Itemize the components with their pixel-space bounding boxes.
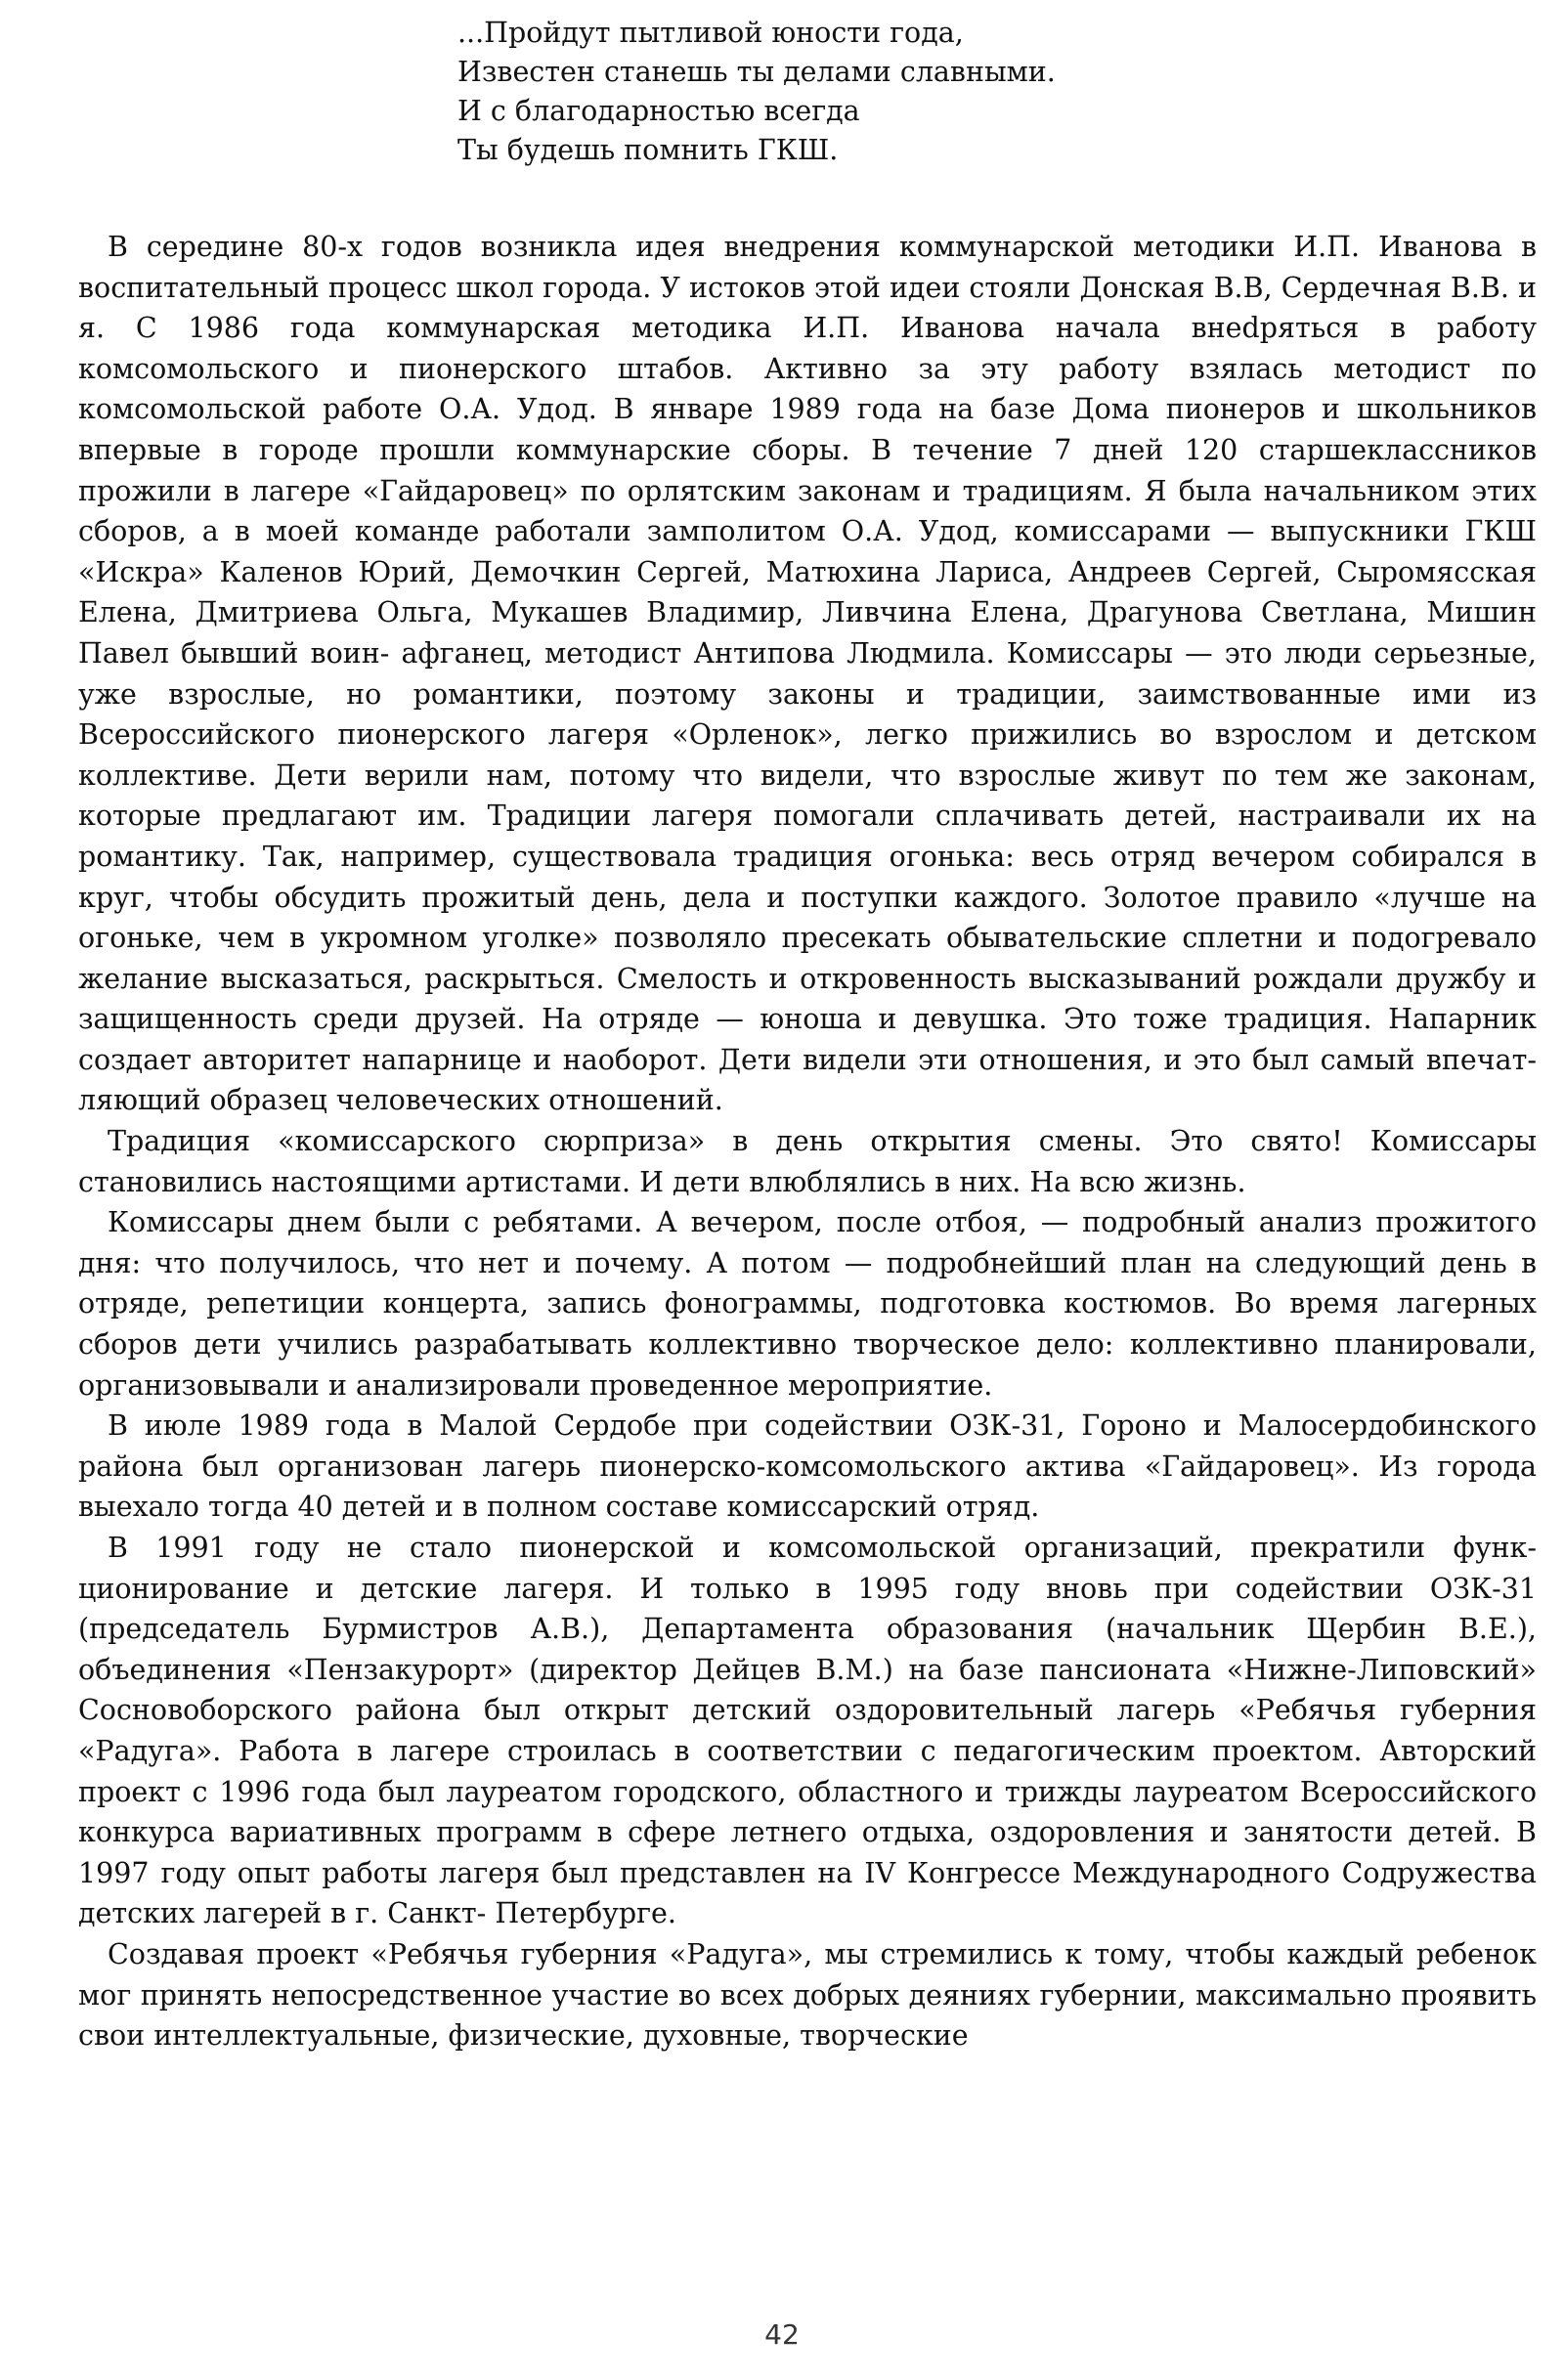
paragraph: Традиция «комиссарского сюрприза» в день открытия смены. Это свято! Комиссары становились настоящими артистами. И дети влюблялись в них. На всю жизнь. — [78, 1125, 1537, 1198]
paragraph: В середине 80-х годов возникла идея внедрения коммунарской методики И.П. Иванова в воспитательный процесс школ города. У истоков этой идеи стояли Донская В.В, Сердечная В.В. и я. С 1986 года коммунарская методика И.П. Иванова начала внеdряться в работу комсомольского и пионерского штабов. Активно за эту работу взялась методист по комсомольской работе О.А. Удод. В январе 1989 года на базе Дома пионеров и школьников впервые в городе прошли коммунарские сборы. В течение 7 дней 120 старшеклассников прожили в лагере «Гайдаровец» по орлятским законам и традициям. Я была начальником этих сборов, а в моей команде работали замполитом О.А. Удод, комиссарами — выпускники ГКШ «Искра» Каленов Юрий, Демочкин Сергей, Матюхина Лариса, Андреев Сергей, Сыромясская Елена, Дмитриева Ольга, Мукашев Владимир, Ливчина Елена, Драгунова Светлана, Мишин Павел бывший воин- афганец, методист Антипова Людмила. Комиссары — это люди серьезные, уже взрослые, но романтики, поэтому законы и традиции, заимствованные ими из Всероссийского пионерского лагеря «Орленок», легко прижились во взрослом и детском коллективе. Дети верили нам, потому что видели, что взрослые живут по тем же законам, которые предлагают им. Традиции лагеря помогали сплачивать детей, настраивали их на романтику. Так, например, существовала традиция огонька: весь отряд вечером собирался в круг, чтобы обсудить прожитый день, дела и поступки каждого. Золотое правило «лучше на огоньке, чем в укромном уголке» позволяло пресекать обывательские сплетни и подогревало желание высказаться, раскрыться. Смелость и откровенность высказываний рождали дружбу и защищенность среди друзей. На отряде — юноша и девушка. Это тоже традиция. Напарник создает авторитет напарнице и наоборот. Дети видели эти отношения, и это был самый впечатляющий образец человеческих отношений. — [78, 231, 1537, 1117]
page-number: 42 — [764, 2318, 800, 2351]
poem-line: Ты будешь помнить ГКШ. — [457, 134, 839, 166]
paragraph: В июле 1989 года в Малой Сердобе при содействии ОЗК-31, Гороно и Малосердобинского района был организован лагерь пионерско-комсомольского актива «Гайдаровец». Из города выехало тогда 40 детей и в полном составе комиссарский отряд. — [78, 1409, 1537, 1524]
body-text — [78, 227, 1537, 2056]
paragraph: Комиссары днем были с ребятами. А вечером, после отбоя, — подробный анализ прожитого дня: что получилось, что нет и почему. А потом — подробнейший план на следующий день в отряде, репетиции концерта, запись фонограммы, подготовка костюмов. Во время лагерных сборов дети учились разрабатывать коллективно творческое дело: коллективно планировали, организовывали и анализировали проведенное мероприятие. — [78, 1206, 1537, 1402]
paragraph: Создавая проект «Ребячья губерния «Радуга», мы стремились к тому, чтобы каждый ребенок мог принять непосредственное участие во всех добрых деяниях губернии, максимально проявить свои интеллектуальные, физические, духовные, творческие — [78, 1937, 1537, 2053]
poem-line: Известен станешь ты делами славными. — [457, 56, 1056, 88]
paragraph: В 1991 году не стало пионерской и комсомольской организаций, прекратили функционирование и детские лагеря. И только в 1995 году вновь при содействии ОЗК-31 (председатель Бурмистров А.В.), Департамента образования (начальник Щербин В.Е.), объединения «Пензакурорт» (директор Дейцев В.М.) на базе пансионата «Нижне-Липовский» Сосновоборского района был открыт детский оздоровительный лагерь «Ребячья губерния «Радуга». Работа в лагере строилась в соответствии с педагогическим проектом. Авторский проект с 1996 года был лауреатом городского, областного и трижды лауреатом Всероссийского конкурса вариативных программ в сфере летнего отдыха, оздоровления и занятости детей. В 1997 году опыт работы лагеря был представлен на IV Конгрессе Международного Содружества детских лагерей в г. Санкт- Петербурге. — [78, 1532, 1537, 1930]
poem-line: ...Пройдут пытливой юности года, — [457, 17, 964, 49]
epigraph-poem — [457, 14, 1337, 170]
poem-line: И с благодарностью всегда — [457, 95, 860, 127]
